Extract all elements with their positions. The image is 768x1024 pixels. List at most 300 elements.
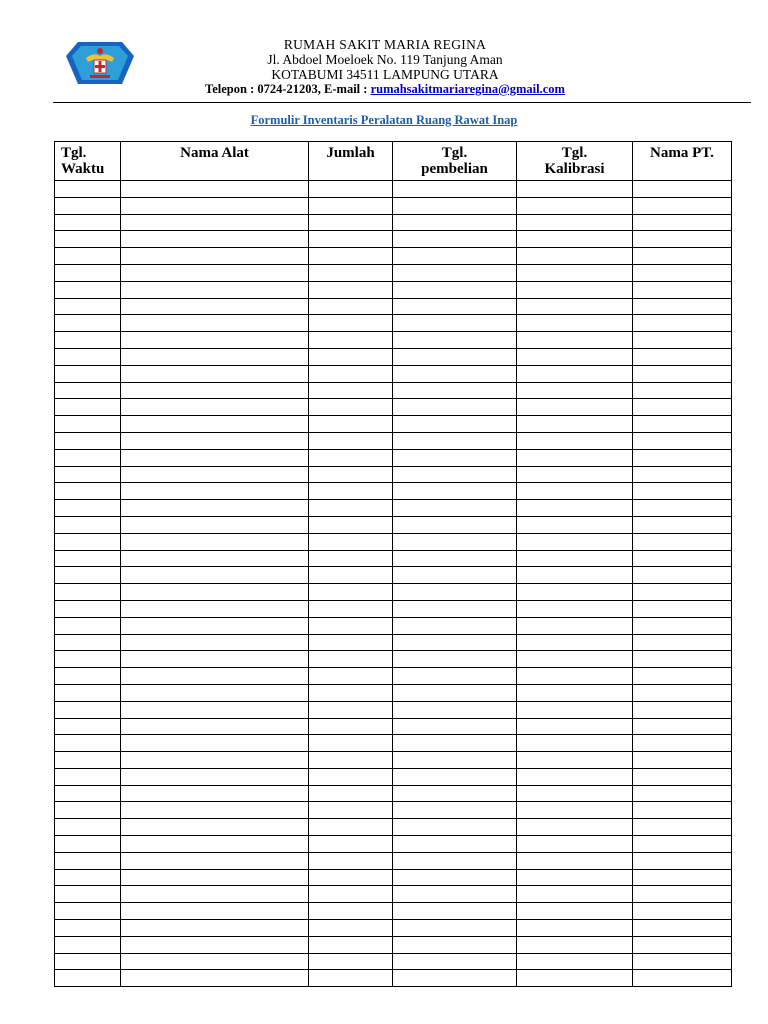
table-cell[interactable]	[309, 264, 393, 281]
table-cell[interactable]	[121, 701, 309, 718]
table-cell[interactable]	[517, 416, 633, 433]
table-cell[interactable]	[55, 752, 121, 769]
table-cell[interactable]	[55, 315, 121, 332]
table-cell[interactable]	[517, 886, 633, 903]
table-cell[interactable]	[55, 248, 121, 265]
table-cell[interactable]	[633, 264, 732, 281]
table-cell[interactable]	[517, 332, 633, 349]
table-cell[interactable]	[633, 668, 732, 685]
table-cell[interactable]	[121, 735, 309, 752]
table-cell[interactable]	[55, 869, 121, 886]
table-cell[interactable]	[633, 634, 732, 651]
table-cell[interactable]	[121, 785, 309, 802]
table-cell[interactable]	[121, 584, 309, 601]
hospital-city: KOTABUMI 34511 LAMPUNG UTARA	[271, 67, 499, 82]
table-cell[interactable]	[393, 869, 517, 886]
table-cell[interactable]	[121, 533, 309, 550]
table-cell[interactable]	[633, 181, 732, 198]
table-cell[interactable]	[121, 181, 309, 198]
table-cell[interactable]	[517, 920, 633, 937]
table-cell[interactable]	[55, 735, 121, 752]
table-cell[interactable]	[517, 852, 633, 869]
table-cell[interactable]	[309, 466, 393, 483]
table-cell[interactable]	[633, 533, 732, 550]
table-cell[interactable]	[633, 735, 732, 752]
table-cell[interactable]	[309, 617, 393, 634]
table-cell[interactable]	[633, 231, 732, 248]
table-cell[interactable]	[393, 600, 517, 617]
table-cell[interactable]	[55, 920, 121, 937]
table-cell[interactable]	[309, 516, 393, 533]
table-cell[interactable]	[309, 869, 393, 886]
table-cell[interactable]	[121, 348, 309, 365]
table-cell[interactable]	[633, 953, 732, 970]
table-cell[interactable]	[633, 684, 732, 701]
table-cell[interactable]	[393, 382, 517, 399]
table-cell[interactable]	[309, 651, 393, 668]
table-cell[interactable]	[393, 181, 517, 198]
letterhead	[140, 37, 630, 97]
table-cell[interactable]	[633, 416, 732, 433]
table-cell[interactable]	[393, 836, 517, 853]
table-cell[interactable]	[121, 432, 309, 449]
table-cell[interactable]	[393, 500, 517, 517]
table-cell[interactable]	[393, 533, 517, 550]
table-cell[interactable]	[121, 500, 309, 517]
table-cell[interactable]	[393, 920, 517, 937]
table-cell[interactable]	[55, 903, 121, 920]
table-cell[interactable]	[55, 768, 121, 785]
table-cell[interactable]	[517, 819, 633, 836]
table-cell[interactable]	[393, 819, 517, 836]
table-cell[interactable]	[309, 836, 393, 853]
table-cell[interactable]	[517, 802, 633, 819]
table-cell[interactable]	[633, 785, 732, 802]
table-cell[interactable]	[121, 281, 309, 298]
table-cell[interactable]	[121, 802, 309, 819]
table-cell[interactable]	[55, 197, 121, 214]
table-cell[interactable]	[309, 348, 393, 365]
table-cell[interactable]	[393, 634, 517, 651]
table-cell[interactable]	[121, 852, 309, 869]
table-cell[interactable]	[121, 752, 309, 769]
table-cell[interactable]	[517, 466, 633, 483]
table-cell[interactable]	[309, 315, 393, 332]
table-cell[interactable]	[55, 416, 121, 433]
table-cell[interactable]	[517, 584, 633, 601]
table-cell[interactable]	[517, 516, 633, 533]
table-cell[interactable]	[121, 617, 309, 634]
table-cell[interactable]	[55, 500, 121, 517]
table-cell[interactable]	[517, 197, 633, 214]
table-cell[interactable]	[517, 953, 633, 970]
table-cell[interactable]	[55, 836, 121, 853]
table-cell[interactable]	[517, 768, 633, 785]
table-cell[interactable]	[633, 886, 732, 903]
table-cell[interactable]	[55, 181, 121, 198]
table-cell[interactable]	[517, 567, 633, 584]
table-row	[55, 365, 732, 382]
table-cell[interactable]	[633, 903, 732, 920]
table-cell[interactable]	[517, 836, 633, 853]
table-cell[interactable]	[55, 432, 121, 449]
table-cell[interactable]	[393, 953, 517, 970]
table-cell[interactable]	[309, 500, 393, 517]
table-cell[interactable]	[121, 718, 309, 735]
table-cell[interactable]	[517, 617, 633, 634]
table-cell[interactable]	[517, 348, 633, 365]
table-cell[interactable]	[121, 315, 309, 332]
table-cell[interactable]	[121, 466, 309, 483]
table-cell[interactable]	[309, 718, 393, 735]
table-cell[interactable]	[517, 600, 633, 617]
table-cell[interactable]	[633, 348, 732, 365]
table-cell[interactable]	[55, 634, 121, 651]
table-cell[interactable]	[517, 365, 633, 382]
table-cell[interactable]	[55, 533, 121, 550]
table-cell[interactable]	[121, 903, 309, 920]
table-cell[interactable]	[633, 852, 732, 869]
table-cell[interactable]	[309, 785, 393, 802]
table-cell[interactable]	[55, 802, 121, 819]
table-cell[interactable]	[393, 348, 517, 365]
table-cell[interactable]	[633, 970, 732, 987]
table-cell[interactable]	[55, 382, 121, 399]
table-cell[interactable]	[55, 953, 121, 970]
table-cell[interactable]	[55, 567, 121, 584]
table-cell[interactable]	[517, 181, 633, 198]
table-cell[interactable]	[309, 567, 393, 584]
table-cell[interactable]	[517, 869, 633, 886]
email-link[interactable]: rumahsakitmariaregina@gmail.com	[370, 82, 565, 96]
table-cell[interactable]	[121, 449, 309, 466]
table-cell[interactable]	[309, 332, 393, 349]
table-cell[interactable]	[633, 651, 732, 668]
table-cell[interactable]	[393, 231, 517, 248]
table-cell[interactable]	[121, 550, 309, 567]
table-cell[interactable]	[309, 416, 393, 433]
table-cell[interactable]	[121, 483, 309, 500]
table-cell[interactable]	[517, 903, 633, 920]
table-cell[interactable]	[55, 718, 121, 735]
table-row	[55, 903, 732, 920]
table-cell[interactable]	[633, 617, 732, 634]
table-cell[interactable]	[633, 550, 732, 567]
table-cell[interactable]	[393, 315, 517, 332]
table-cell[interactable]	[309, 953, 393, 970]
table-cell[interactable]	[517, 281, 633, 298]
table-cell[interactable]	[393, 936, 517, 953]
table-cell[interactable]	[633, 584, 732, 601]
table-cell[interactable]	[55, 785, 121, 802]
table-cell[interactable]	[633, 399, 732, 416]
table-cell[interactable]	[309, 852, 393, 869]
table-row	[55, 416, 732, 433]
table-cell[interactable]	[309, 197, 393, 214]
table-cell[interactable]	[633, 567, 732, 584]
table-cell[interactable]	[393, 852, 517, 869]
table-cell[interactable]	[55, 651, 121, 668]
table-cell[interactable]	[309, 550, 393, 567]
table-cell[interactable]	[393, 365, 517, 382]
table-cell[interactable]	[309, 735, 393, 752]
table-cell[interactable]	[55, 466, 121, 483]
table-cell[interactable]	[309, 181, 393, 198]
table-cell[interactable]	[517, 785, 633, 802]
table-cell[interactable]	[55, 701, 121, 718]
table-cell[interactable]	[517, 718, 633, 735]
table-cell[interactable]	[309, 701, 393, 718]
table-cell[interactable]	[121, 651, 309, 668]
table-cell[interactable]	[309, 432, 393, 449]
table-cell[interactable]	[393, 550, 517, 567]
table-cell[interactable]	[517, 735, 633, 752]
table-cell[interactable]	[633, 936, 732, 953]
table-cell[interactable]	[393, 903, 517, 920]
table-cell[interactable]	[55, 550, 121, 567]
table-cell[interactable]	[633, 214, 732, 231]
table-cell[interactable]	[55, 298, 121, 315]
table-cell[interactable]	[633, 600, 732, 617]
table-cell[interactable]	[309, 214, 393, 231]
table-cell[interactable]	[393, 264, 517, 281]
table-cell[interactable]	[393, 651, 517, 668]
table-cell[interactable]	[121, 634, 309, 651]
table-cell[interactable]	[121, 197, 309, 214]
table-cell[interactable]	[55, 231, 121, 248]
table-cell[interactable]	[393, 752, 517, 769]
table-cell[interactable]	[55, 600, 121, 617]
table-cell[interactable]	[121, 836, 309, 853]
table-cell[interactable]	[517, 651, 633, 668]
table-cell[interactable]	[121, 332, 309, 349]
table-cell[interactable]	[309, 281, 393, 298]
table-cell[interactable]	[55, 214, 121, 231]
table-cell[interactable]	[121, 936, 309, 953]
table-cell[interactable]	[121, 416, 309, 433]
table-cell[interactable]	[633, 466, 732, 483]
table-cell[interactable]	[633, 332, 732, 349]
table-cell[interactable]	[633, 819, 732, 836]
table-cell[interactable]	[121, 869, 309, 886]
table-cell[interactable]	[55, 970, 121, 987]
table-cell[interactable]	[309, 936, 393, 953]
table-cell[interactable]	[393, 718, 517, 735]
table-cell[interactable]	[121, 298, 309, 315]
table-cell[interactable]	[121, 264, 309, 281]
table-cell[interactable]	[633, 836, 732, 853]
table-row	[55, 701, 732, 718]
table-cell[interactable]	[393, 298, 517, 315]
table-cell[interactable]	[517, 231, 633, 248]
table-cell[interactable]	[309, 298, 393, 315]
table-cell[interactable]	[633, 516, 732, 533]
table-cell[interactable]	[309, 752, 393, 769]
header-divider	[53, 102, 751, 103]
table-cell[interactable]	[517, 668, 633, 685]
table-cell[interactable]	[393, 617, 517, 634]
table-cell[interactable]	[633, 449, 732, 466]
table-cell[interactable]	[393, 768, 517, 785]
table-cell[interactable]	[55, 449, 121, 466]
table-cell[interactable]	[309, 970, 393, 987]
table-cell[interactable]	[55, 886, 121, 903]
table-cell[interactable]	[309, 584, 393, 601]
table-cell[interactable]	[633, 869, 732, 886]
table-cell[interactable]	[517, 684, 633, 701]
table-cell[interactable]	[309, 365, 393, 382]
table-cell[interactable]	[393, 701, 517, 718]
table-cell[interactable]	[121, 953, 309, 970]
table-cell[interactable]	[121, 600, 309, 617]
table-cell[interactable]	[121, 399, 309, 416]
table-cell[interactable]	[55, 332, 121, 349]
table-cell[interactable]	[55, 281, 121, 298]
table-cell[interactable]	[393, 214, 517, 231]
table-cell[interactable]	[393, 248, 517, 265]
table-cell[interactable]	[55, 365, 121, 382]
table-row	[55, 298, 732, 315]
table-cell[interactable]	[393, 802, 517, 819]
table-cell[interactable]	[309, 903, 393, 920]
table-cell[interactable]	[517, 533, 633, 550]
table-cell[interactable]	[393, 483, 517, 500]
table-cell[interactable]	[309, 533, 393, 550]
table-cell[interactable]	[309, 684, 393, 701]
table-cell[interactable]	[55, 684, 121, 701]
table-cell[interactable]	[517, 500, 633, 517]
table-cell[interactable]	[517, 382, 633, 399]
table-cell[interactable]	[633, 248, 732, 265]
table-cell[interactable]	[309, 886, 393, 903]
table-cell[interactable]	[633, 768, 732, 785]
table-cell[interactable]	[517, 936, 633, 953]
table-cell[interactable]	[309, 768, 393, 785]
table-cell[interactable]	[393, 449, 517, 466]
table-cell[interactable]	[121, 970, 309, 987]
table-cell[interactable]	[121, 567, 309, 584]
table-cell[interactable]	[121, 214, 309, 231]
table-cell[interactable]	[393, 432, 517, 449]
table-cell[interactable]	[633, 197, 732, 214]
table-cell[interactable]	[633, 315, 732, 332]
table-cell[interactable]	[633, 281, 732, 298]
table-cell[interactable]	[393, 567, 517, 584]
table-cell[interactable]	[393, 785, 517, 802]
table-cell[interactable]	[633, 298, 732, 315]
table-cell[interactable]	[55, 264, 121, 281]
table-cell[interactable]	[393, 516, 517, 533]
table-cell[interactable]	[517, 264, 633, 281]
table-cell[interactable]	[393, 332, 517, 349]
table-cell[interactable]	[55, 348, 121, 365]
table-cell[interactable]	[393, 399, 517, 416]
table-cell[interactable]	[121, 768, 309, 785]
table-cell[interactable]	[121, 248, 309, 265]
table-cell[interactable]	[517, 214, 633, 231]
table-cell[interactable]	[393, 886, 517, 903]
table-cell[interactable]	[633, 365, 732, 382]
table-cell[interactable]	[121, 684, 309, 701]
table-cell[interactable]	[393, 584, 517, 601]
table-cell[interactable]	[633, 718, 732, 735]
table-cell[interactable]	[309, 600, 393, 617]
table-cell[interactable]	[55, 617, 121, 634]
table-cell[interactable]	[517, 483, 633, 500]
table-cell[interactable]	[121, 231, 309, 248]
table-cell[interactable]	[393, 970, 517, 987]
table-cell[interactable]	[633, 432, 732, 449]
table-cell[interactable]	[121, 886, 309, 903]
table-cell[interactable]	[121, 819, 309, 836]
table-cell[interactable]	[393, 466, 517, 483]
table-cell[interactable]	[309, 802, 393, 819]
table-cell[interactable]	[517, 550, 633, 567]
table-cell[interactable]	[393, 197, 517, 214]
table-row	[55, 819, 732, 836]
table-cell[interactable]	[633, 920, 732, 937]
table-cell[interactable]	[309, 399, 393, 416]
table-cell[interactable]	[517, 634, 633, 651]
table-cell[interactable]	[309, 668, 393, 685]
table-cell[interactable]	[517, 315, 633, 332]
table-cell[interactable]	[517, 399, 633, 416]
table-cell[interactable]	[121, 668, 309, 685]
table-cell[interactable]	[633, 802, 732, 819]
table-cell[interactable]	[55, 584, 121, 601]
table-row	[55, 718, 732, 735]
table-cell[interactable]	[55, 483, 121, 500]
table-cell[interactable]	[309, 634, 393, 651]
table-cell[interactable]	[55, 852, 121, 869]
table-cell[interactable]	[55, 819, 121, 836]
table-cell[interactable]	[55, 399, 121, 416]
form-title: Formulir Inventaris Peralatan Ruang Rawat Inap	[250, 113, 518, 127]
table-cell[interactable]	[517, 248, 633, 265]
table-cell[interactable]	[517, 970, 633, 987]
table-cell[interactable]	[55, 668, 121, 685]
table-cell[interactable]	[121, 920, 309, 937]
table-cell[interactable]	[121, 365, 309, 382]
table-cell[interactable]	[393, 416, 517, 433]
table-cell[interactable]	[517, 432, 633, 449]
table-cell[interactable]	[393, 735, 517, 752]
table-cell[interactable]	[393, 281, 517, 298]
table-cell[interactable]	[517, 298, 633, 315]
table-cell[interactable]	[309, 819, 393, 836]
table-cell[interactable]	[309, 449, 393, 466]
table-cell[interactable]	[633, 752, 732, 769]
table-cell[interactable]	[309, 248, 393, 265]
table-cell[interactable]	[393, 684, 517, 701]
table-cell[interactable]	[55, 516, 121, 533]
table-cell[interactable]	[517, 752, 633, 769]
table-cell[interactable]	[309, 382, 393, 399]
table-cell[interactable]	[517, 449, 633, 466]
table-cell[interactable]	[633, 701, 732, 718]
table-cell[interactable]	[393, 668, 517, 685]
table-cell[interactable]	[633, 382, 732, 399]
table-cell[interactable]	[633, 483, 732, 500]
table-cell[interactable]	[309, 920, 393, 937]
table-cell[interactable]	[121, 516, 309, 533]
table-cell[interactable]	[309, 231, 393, 248]
table-cell[interactable]	[633, 500, 732, 517]
table-cell[interactable]	[517, 701, 633, 718]
table-cell[interactable]	[121, 382, 309, 399]
table-cell[interactable]	[309, 483, 393, 500]
table-cell[interactable]	[55, 936, 121, 953]
